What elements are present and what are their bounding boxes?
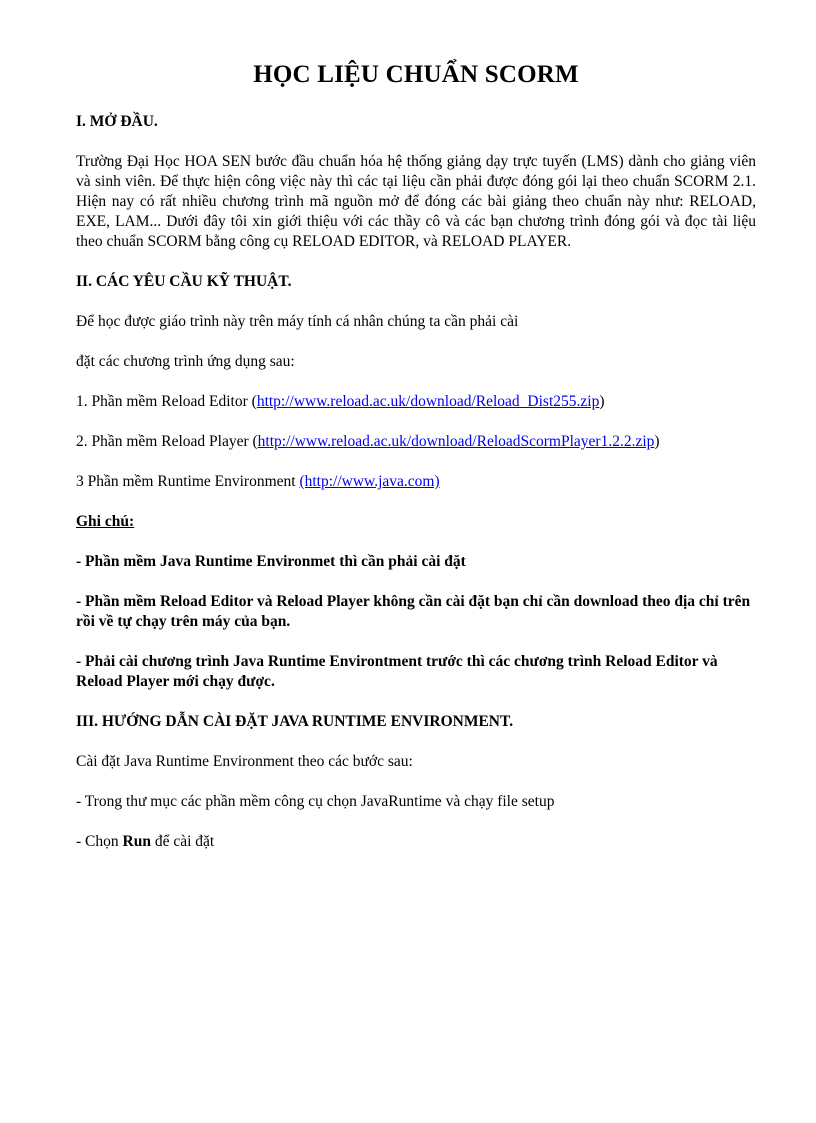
section-2-intro-line-1: Để học được giáo trình này trên máy tính cá nhân chúng ta cần phải cài [76, 313, 519, 330]
section-1-heading: I. MỞ ĐẦU. [76, 113, 158, 130]
note-item-2: - Phần mềm Reload Editor và Reload Player không cần cài đặt bạn chỉ cần download theo địa chỉ trên rồi về tự chạy trên máy của bạn. [76, 593, 751, 630]
requirement-item-2-prefix: 2. Phần mềm Reload Player ( [76, 433, 258, 450]
document-page [76, 60, 756, 852]
document-title: HỌC LIỆU CHUẨN SCORM [253, 61, 579, 88]
requirement-item-1-prefix: 1. Phần mềm Reload Editor ( [76, 393, 257, 410]
section-1-paragraph: Trường Đại Học HOA SEN bước đầu chuẩn hóa hệ thống giảng dạy trực tuyến (LMS) dành cho giảng viên và sinh viên. Để thực hiện công việc này thì các tại liệu cần phải được đóng gói lại theo chuẩn SCORM 2.1. Hiện nay có rất nhiều chương trình mã nguồn mở để đóng các bài giảng theo chuẩn này như: RELOAD, EXE, LAM... Dưới đây tôi xin giới thiệu với các thầy cô và các bạn chương trình đóng gói và đọc tài liệu theo chuẩn SCORM bằng công cụ RELOAD EDITOR, và RELOAD PLAYER. [76, 153, 756, 250]
note-label: Ghi chú: [76, 513, 135, 530]
section-2-heading: II. CÁC YÊU CẦU KỸ THUẬT. [76, 273, 292, 290]
section-3-step-2 [76, 832, 756, 852]
run-keyword: Run [122, 833, 151, 850]
note-item-1: - Phần mềm Java Runtime Environmet thì cần phải cài đặt [76, 553, 466, 570]
requirement-item-2-suffix: ) [654, 433, 660, 450]
requirement-item-1-suffix: ) [599, 393, 605, 410]
section-3-step-2-prefix: - Chọn [76, 833, 123, 850]
section-3-intro: Cài đặt Java Runtime Environment theo các bước sau: [76, 753, 413, 770]
section-3-heading: III. HƯỚNG DẪN CÀI ĐẶT JAVA RUNTIME ENVIRONMENT. [76, 713, 514, 730]
requirement-item-2 [76, 432, 756, 452]
requirement-item-3-prefix: 3 Phần mềm Runtime Environment [76, 473, 300, 490]
reload-editor-download-link[interactable]: http://www.reload.ac.uk/download/Reload_Dist255.zip [256, 393, 600, 410]
java-website-link[interactable]: (http://www.java.com) [299, 473, 440, 490]
section-2-intro-line-2: đặt các chương trình ứng dụng sau: [76, 353, 295, 370]
section-3-step-2-suffix: để cài đặt [150, 833, 215, 850]
requirement-item-1 [76, 392, 756, 412]
requirement-item-3 [76, 472, 756, 492]
reload-player-download-link[interactable]: http://www.reload.ac.uk/download/ReloadScormPlayer1.2.2.zip [257, 433, 655, 450]
note-item-3: - Phải cài chương trình Java Runtime Environtment trước thì các chương trình Reload Editor và Reload Player mới chạy được. [76, 653, 718, 690]
section-3-step-1: - Trong thư mục các phần mềm công cụ chọn JavaRuntime và chạy file setup [76, 793, 555, 810]
